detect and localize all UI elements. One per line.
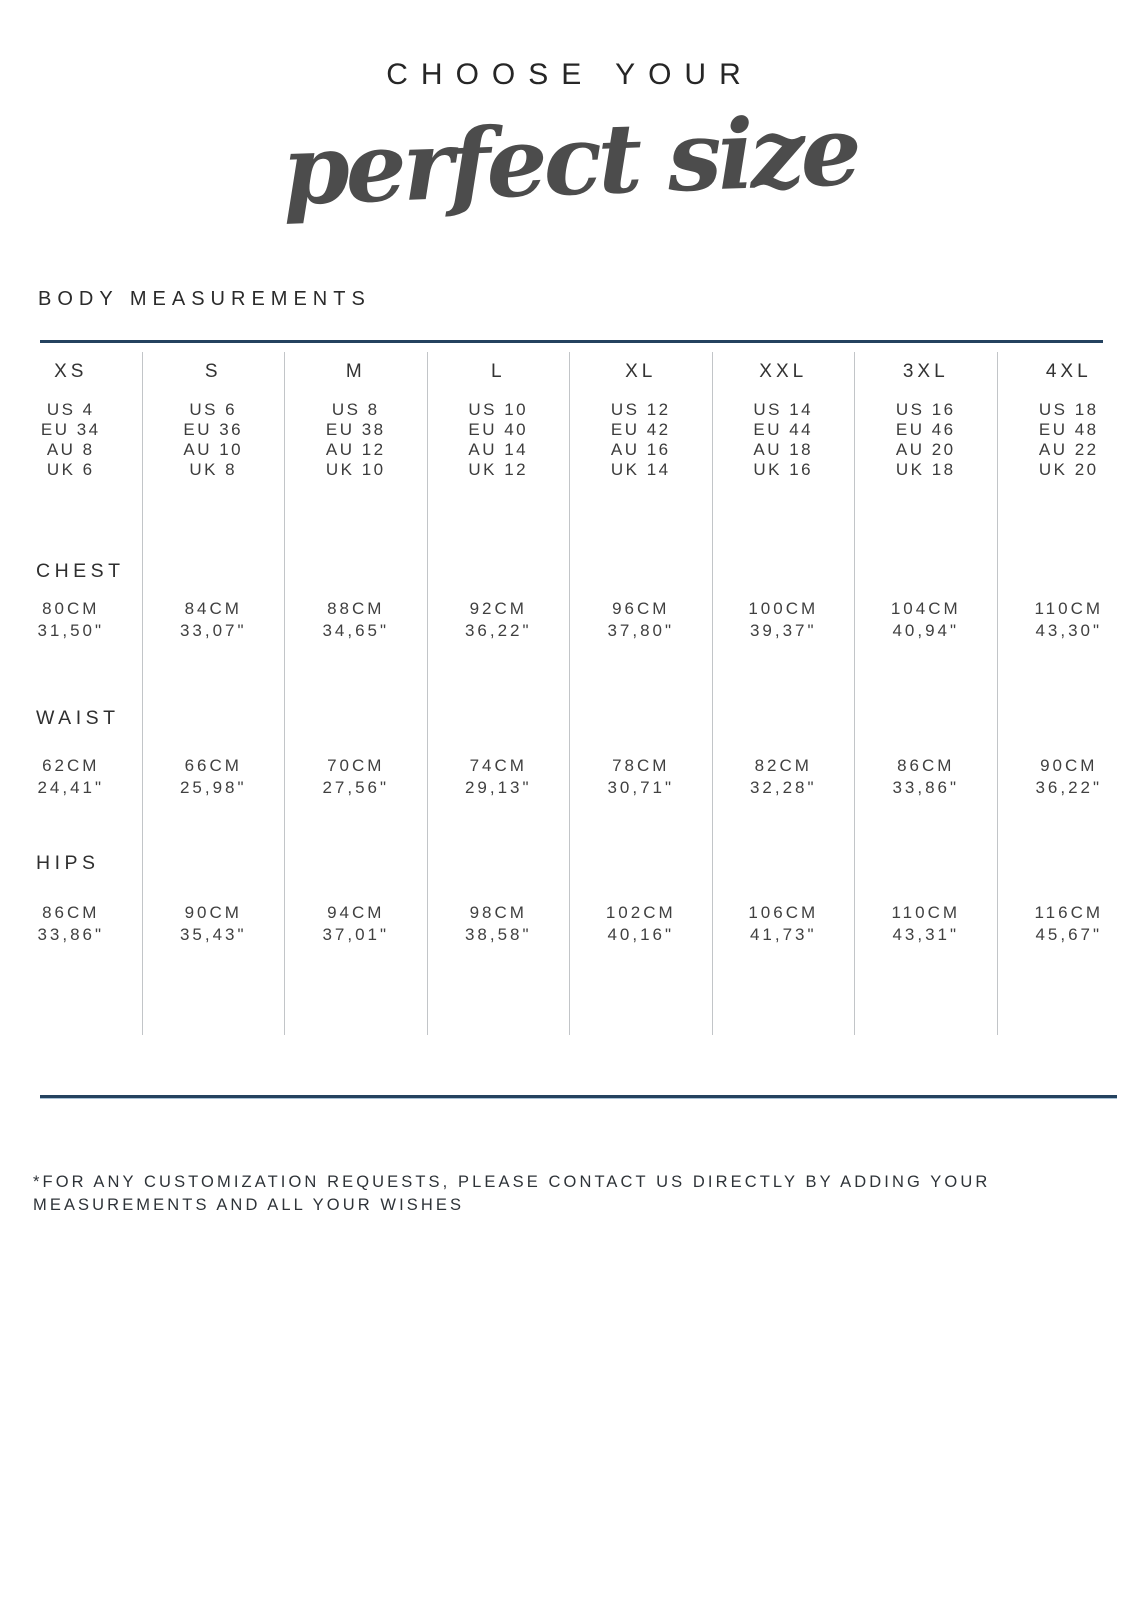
chest-measurement [428,598,570,641]
waist-cm-value: 74CM [469,756,527,775]
hips-row-label: HIPS [36,852,100,874]
hips-cm-value: 86CM [42,903,100,922]
au-size: AU 8 [46,440,95,459]
size-conversions [713,400,855,480]
waist-measurement [143,755,285,798]
hips-measurement [570,902,712,945]
chest-inch-value: 40,94" [892,620,960,640]
waist-inch-value: 32,28" [749,777,817,797]
hips-cm-value: 110CM [891,903,961,922]
chest-cm-value: 88CM [327,599,385,618]
size-label: XXL [759,361,808,382]
size-column [0,352,143,1035]
chest-cm-value: 96CM [612,599,670,618]
eu-size: EU 40 [468,420,529,439]
customization-footnote: *FOR ANY CUSTOMIZATION REQUESTS, PLEASE CONTACT US DIRECTLY BY ADDING YOUR MEASUREMENTS AND ALL YOUR WISHES [33,1173,991,1214]
size-conversions [855,400,997,480]
waist-inch-value: 24,41" [37,777,105,797]
us-size: US 6 [189,400,238,419]
eu-size: EU 46 [895,420,956,439]
hips-inch-value: 40,16" [607,924,675,944]
au-size: AU 12 [325,440,386,459]
waist-inch-value: 30,71" [607,777,675,797]
uk-size: UK 20 [1038,460,1099,479]
hips-measurement [285,902,427,945]
eu-size: EU 48 [1038,420,1099,439]
waist-row-label: WAIST [36,707,120,729]
waist-cm-value: 82CM [754,756,812,775]
eu-size: EU 36 [183,420,244,439]
chest-cm-value: 84CM [184,599,242,618]
chest-inch-value: 39,37" [749,620,817,640]
waist-inch-value: 36,22" [1035,777,1103,797]
chest-measurement [570,598,712,641]
au-size: AU 10 [183,440,244,459]
hips-cm-value: 106CM [748,903,819,922]
chest-cm-value: 100CM [748,599,819,618]
au-size: AU 20 [895,440,956,459]
waist-measurement [428,755,570,798]
waist-measurement [285,755,427,798]
hips-measurement [998,902,1140,945]
size-table [0,352,1140,1035]
bottom-divider-line [40,1095,1117,1098]
hips-cm-value: 94CM [327,903,385,922]
size-conversions [285,400,427,480]
chest-measurement [143,598,285,641]
us-size: US 8 [331,400,380,419]
au-size: AU 22 [1038,440,1099,459]
chest-row-label: CHEST [36,560,125,582]
waist-cm-value: 86CM [897,756,955,775]
size-column [998,352,1140,1035]
chest-inch-value: 36,22" [464,620,532,640]
hips-inch-value: 37,01" [322,924,390,944]
hips-cm-value: 90CM [184,903,242,922]
waist-inch-value: 25,98" [179,777,247,797]
script-title: perfect size [280,93,860,228]
hips-inch-value: 38,58" [464,924,532,944]
size-column [855,352,998,1035]
chest-measurement [0,598,142,641]
us-size: US 16 [895,400,956,419]
size-label: 3XL [902,361,949,382]
size-label: M [345,361,366,382]
us-size: US 10 [468,400,529,419]
waist-measurement [0,755,142,798]
chest-cm-value: 104CM [890,599,961,618]
waist-cm-value: 62CM [42,756,100,775]
waist-measurement [998,755,1140,798]
chest-measurement [855,598,997,641]
hips-inch-value: 43,31" [892,924,960,944]
size-conversions [998,400,1140,480]
hips-measurement [0,902,142,945]
au-size: AU 18 [753,440,814,459]
us-size: US 12 [610,400,671,419]
us-size: US 18 [1038,400,1099,419]
size-label: S [204,361,222,382]
waist-measurement [570,755,712,798]
hips-cm-value: 102CM [605,903,676,922]
hips-measurement [713,902,855,945]
hips-inch-value: 35,43" [179,924,247,944]
us-size: US 4 [46,400,95,419]
size-column [143,352,286,1035]
hips-measurement [428,902,570,945]
au-size: AU 16 [610,440,671,459]
chest-inch-value: 31,50" [37,620,105,640]
size-conversions [570,400,712,480]
size-conversions [428,400,570,480]
uk-size: UK 6 [46,460,95,479]
hips-measurement [143,902,285,945]
uk-size: UK 8 [189,460,238,479]
hips-measurement [855,902,997,945]
chest-measurement [285,598,427,641]
section-title: BODY MEASUREMENTS [38,288,371,310]
eu-size: EU 44 [753,420,814,439]
waist-measurement [855,755,997,798]
size-label: 4XL [1045,361,1092,382]
us-size: US 14 [753,400,814,419]
au-size: AU 14 [468,440,529,459]
uk-size: UK 14 [610,460,671,479]
uk-size: UK 12 [468,460,529,479]
eu-size: EU 34 [40,420,101,439]
waist-inch-value: 33,86" [892,777,960,797]
chest-inch-value: 37,80" [607,620,675,640]
waist-inch-value: 29,13" [464,777,532,797]
hips-cm-value: 98CM [469,903,527,922]
chest-measurement [713,598,855,641]
hips-inch-value: 41,73" [749,924,817,944]
waist-cm-value: 66CM [184,756,242,775]
uk-size: UK 18 [895,460,956,479]
size-column [428,352,571,1035]
waist-cm-value: 90CM [1040,756,1098,775]
size-column [285,352,428,1035]
size-column [570,352,713,1035]
uk-size: UK 10 [325,460,386,479]
chest-cm-value: 80CM [42,599,100,618]
size-label: XL [625,361,657,382]
size-conversions [143,400,285,480]
size-label: L [490,361,506,382]
hips-inch-value: 45,67" [1035,924,1103,944]
size-label: XS [54,361,88,382]
waist-measurement [713,755,855,798]
size-column [713,352,856,1035]
eyebrow-title: CHOOSE YOUR [386,58,754,91]
chest-cm-value: 110CM [1034,599,1104,618]
hips-inch-value: 33,86" [37,924,105,944]
waist-cm-value: 70CM [327,756,385,775]
chest-inch-value: 34,65" [322,620,390,640]
chest-inch-value: 33,07" [179,620,247,640]
chest-cm-value: 92CM [469,599,527,618]
eu-size: EU 42 [610,420,671,439]
chest-measurement [998,598,1140,641]
top-divider-line [40,340,1103,343]
waist-cm-value: 78CM [612,756,670,775]
chest-inch-value: 43,30" [1035,620,1103,640]
uk-size: UK 16 [753,460,814,479]
hips-cm-value: 116CM [1034,903,1104,922]
waist-inch-value: 27,56" [322,777,390,797]
size-conversions [0,400,142,480]
eu-size: EU 38 [325,420,386,439]
